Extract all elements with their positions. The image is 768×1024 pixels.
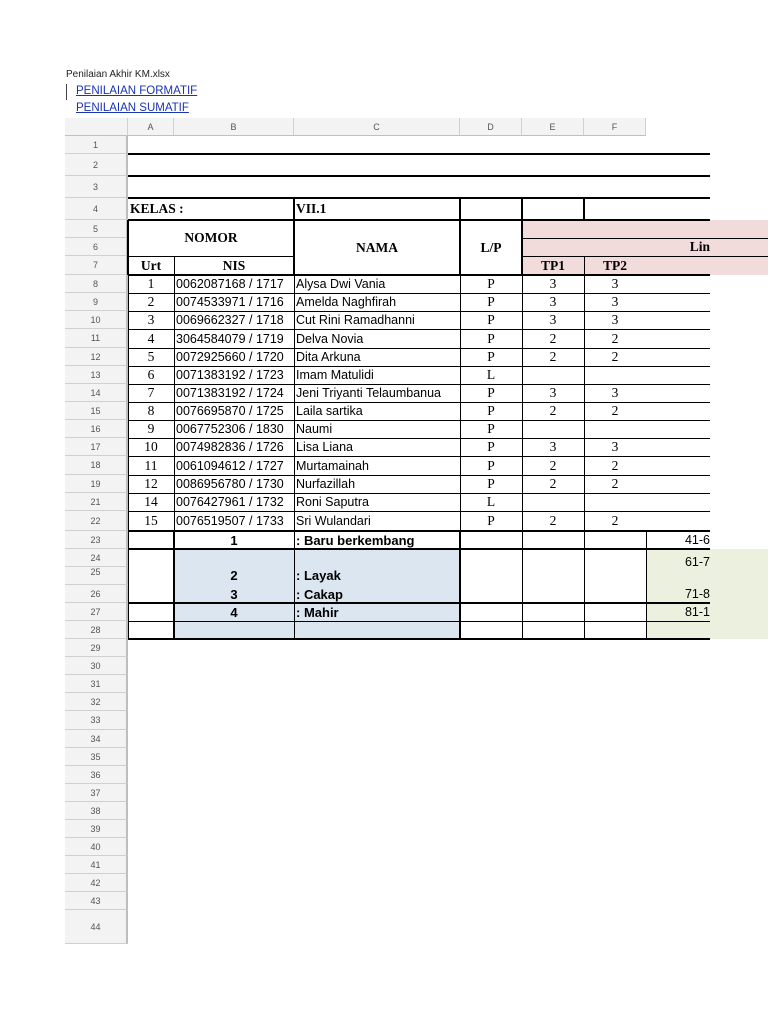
cell-tp1[interactable]: 2 [549,403,557,418]
sheet-links [66,83,197,117]
legend-range[interactable]: 61-7 [684,555,710,569]
cell-urt[interactable]: 5 [147,349,155,364]
cell-lp[interactable]: P [487,330,495,346]
cell-tp1[interactable]: 3 [549,312,557,327]
row-header-38[interactable]: 38 [65,802,128,820]
cell-nama[interactable]: Jeni Triyanti Telaumbanua [296,386,441,400]
cell-nis[interactable]: 0076695870 / 1725 [176,404,284,418]
cell-tp2[interactable]: 2 [611,513,619,528]
row-header-7[interactable]: 7 [65,256,128,275]
cell-nama[interactable]: Laila sartika [296,404,363,418]
spreadsheet-grid[interactable] [65,118,710,950]
cell-lp[interactable]: P [487,294,495,309]
cell-nis[interactable]: 0061094612 / 1727 [176,458,284,473]
row-header-30[interactable]: 30 [65,657,128,675]
cell-tp1[interactable] [522,493,584,511]
cell-tp1[interactable]: 2 [549,513,557,528]
row-header-1[interactable]: 1 [65,136,128,154]
cell-border [521,198,523,220]
cell-lp[interactable]: P [487,513,495,528]
corner-header[interactable] [65,118,128,136]
cell-nama[interactable]: Roni Saputra [296,495,369,509]
cell-tp2[interactable]: 3 [611,385,619,400]
kelas-value[interactable]: VII.1 [296,201,327,216]
cell-urt[interactable]: 15 [144,513,158,528]
cell-tp2[interactable]: 2 [611,330,619,346]
cell-nis[interactable]: 0071383192 / 1723 [176,368,284,382]
cell-border [128,153,710,155]
cell-lp[interactable]: P [487,312,495,327]
cell-nis[interactable]: 0067752306 / 1830 [176,422,284,436]
cell-tp1[interactable] [522,366,584,384]
cell-tp2[interactable]: 3 [611,276,619,291]
column-header-c[interactable]: C [294,118,460,136]
cell-urt[interactable]: 14 [144,494,158,509]
cell-lp[interactable]: P [487,349,495,364]
row-header-31[interactable]: 31 [65,675,128,693]
cell-nama[interactable]: Naumi [296,422,333,436]
row-header-37[interactable]: 37 [65,784,128,802]
header-lp[interactable]: L/P [480,239,502,255]
row-header-33[interactable]: 33 [65,711,128,730]
cell-tp1[interactable] [522,420,584,438]
header-tp1[interactable]: TP1 [540,257,565,273]
cell-lp[interactable]: P [487,385,495,400]
row-header-40[interactable]: 40 [65,838,128,856]
cell-nis[interactable]: 0074533971 / 1716 [176,295,284,309]
file-name: Penilaian Akhir KM.xlsx [66,69,170,80]
legend-label[interactable]: : Cakap [296,586,343,602]
cell-nama[interactable]: Nurfazillah [296,477,356,491]
row-header-23[interactable]: 23 [65,531,128,549]
row-header-10[interactable]: 10 [65,311,128,329]
cell-nama[interactable]: Murtamainah [296,458,369,473]
row-header-12[interactable]: 12 [65,348,128,366]
cell-tp1[interactable]: 3 [549,385,557,400]
column-header-e[interactable]: E [522,118,584,136]
cell-urt[interactable]: 9 [147,421,155,436]
cell-border [128,175,710,177]
cell-tp2[interactable]: 3 [611,439,619,454]
row-header-16[interactable]: 16 [65,420,128,438]
cell-nis[interactable]: 0062087168 / 1717 [176,277,284,291]
header-fill-pink-overflow [710,220,768,275]
legend-fill [174,621,460,639]
row-header-17[interactable]: 17 [65,438,128,456]
legend-range[interactable]: 81-1 [684,605,710,619]
header-nomor[interactable]: NOMOR [184,230,238,245]
row-header-13[interactable]: 13 [65,366,128,384]
row-header-14[interactable]: 14 [65,384,128,402]
row-header-27[interactable]: 27 [65,603,128,621]
row-header-9[interactable]: 9 [65,293,128,311]
header-nis[interactable]: NIS [222,257,246,273]
legend-num[interactable]: 1 [230,532,238,548]
cell-nis[interactable]: 3064584079 / 1719 [176,331,284,346]
row-header-22[interactable]: 22 [65,511,128,531]
row-header-28[interactable]: 28 [65,621,128,639]
cell-nama[interactable]: Lisa Liana [296,440,353,454]
cell-tp2[interactable] [584,420,646,438]
header-urt[interactable]: Urt [140,257,162,273]
header-tp2[interactable]: TP2 [602,257,627,273]
cell-urt[interactable]: 8 [147,403,155,418]
column-header-a[interactable]: A [128,118,174,136]
cell-urt[interactable]: 2 [147,294,155,309]
cell-nama[interactable]: Sri Wulandari [296,514,371,528]
row-header-3[interactable]: 3 [65,176,128,198]
cell-lp[interactable]: P [487,403,495,418]
row-header-6[interactable]: 6 [65,238,128,256]
cell-nis[interactable]: 0076519507 / 1733 [176,514,284,528]
cell-tp2[interactable]: 2 [611,403,619,418]
row-header-8[interactable]: 8 [65,275,128,293]
legend-range[interactable]: 71-8 [684,587,710,601]
cell-nis[interactable]: 0074982836 / 1726 [176,440,284,454]
row-header-21[interactable]: 21 [65,493,128,511]
cell-lp[interactable]: L [486,367,496,382]
cell-tp1[interactable]: 2 [549,476,557,491]
row-header-18[interactable]: 18 [65,456,128,475]
row-header-35[interactable]: 35 [65,748,128,766]
legend-label[interactable]: : Baru berkembang [296,532,415,548]
cell-nama[interactable]: Imam Matulidi [296,368,374,382]
header-group[interactable]: Lin [689,239,710,254]
cell-urt[interactable]: 7 [147,385,155,400]
legend-num[interactable]: 2 [230,568,238,583]
cell-border [128,531,129,639]
cell-lp[interactable]: P [487,476,495,491]
sheet-link-penilaian-formatif[interactable]: PENILAIAN FORMATIF [66,83,197,100]
cell-urt[interactable]: 11 [144,457,158,473]
row-header-4[interactable]: 4 [65,198,128,220]
row-header-2[interactable]: 2 [65,154,128,176]
kelas-label[interactable]: KELAS : [130,201,184,216]
sheet-link-penilaian-sumatif[interactable]: PENILAIAN SUMATIF [76,102,189,114]
cell-urt[interactable]: 4 [147,330,155,346]
cell-urt[interactable]: 3 [147,312,155,327]
row-header-41[interactable]: 41 [65,856,128,874]
row-header-42[interactable]: 42 [65,874,128,892]
cell-nama[interactable]: Alysa Dwi Vania [296,277,386,291]
row-header-24[interactable]: 24 [65,549,128,567]
row-header-39[interactable]: 39 [65,820,128,838]
row-header-36[interactable]: 36 [65,766,128,784]
legend-range[interactable]: 41-6 [684,533,710,547]
row-header-29[interactable]: 29 [65,639,128,657]
cell-nama[interactable]: Amelda Naghfirah [296,295,397,309]
row-header-43[interactable]: 43 [65,892,128,910]
cell-nis[interactable]: 0076427961 / 1732 [176,495,284,509]
cell-lp[interactable]: P [487,276,495,291]
row-header-34[interactable]: 34 [65,730,128,748]
cell-tp2[interactable]: 2 [611,457,619,473]
cell-tp1[interactable]: 3 [549,294,557,309]
header-nama[interactable]: NAMA [356,239,398,255]
cell-tp1[interactable]: 2 [549,457,557,473]
row-header-26[interactable]: 26 [65,585,128,603]
legend-label[interactable]: : Layak [296,568,341,583]
row-header-11[interactable]: 11 [65,329,128,348]
row-header-5[interactable]: 5 [65,220,128,238]
legend-num[interactable]: 4 [230,604,238,620]
row-header-44[interactable]: 44 [65,910,128,944]
cell-lp[interactable]: P [487,457,495,473]
row-header-32[interactable]: 32 [65,693,128,711]
row-header-15[interactable]: 15 [65,402,128,420]
cell-nis[interactable]: 0069662327 / 1718 [176,313,284,327]
cell-nama[interactable]: Cut Rini Ramadhanni [296,313,415,327]
cell-nama[interactable]: Delva Novia [296,331,364,346]
cell-tp2[interactable]: 2 [611,476,619,491]
cell-lp[interactable]: L [486,494,496,509]
cell-lp[interactable]: P [487,439,495,454]
cell-nama[interactable]: Dita Arkuna [296,350,361,364]
cell-tp1[interactable]: 3 [549,276,557,291]
cell-urt[interactable]: 12 [144,476,158,491]
legend-label[interactable]: : Mahir [296,604,339,620]
cell-nis[interactable]: 0086956780 / 1730 [176,477,284,491]
cell-nis[interactable]: 0071383192 / 1724 [176,386,284,400]
cell-nis[interactable]: 0072925660 / 1720 [176,350,284,364]
cell-tp2[interactable] [584,366,646,384]
cell-lp[interactable]: P [487,421,495,436]
row-header-19[interactable]: 19 [65,475,128,493]
column-header-b[interactable]: B [174,118,294,136]
row-header-25[interactable]: 25 [65,567,128,585]
cell-tp2[interactable]: 3 [611,312,619,327]
cell-tp1[interactable]: 2 [549,330,557,346]
column-header-f[interactable]: F [584,118,646,136]
cell-urt[interactable]: 10 [144,439,158,454]
cell-border [522,531,523,639]
cell-border [583,198,585,220]
cell-urt[interactable]: 1 [147,276,155,291]
cell-border [128,638,710,640]
cell-border [128,621,710,622]
cell-tp2[interactable]: 3 [611,294,619,309]
cell-tp1[interactable]: 3 [549,439,557,454]
cell-tp1[interactable]: 2 [549,349,557,364]
cell-tp2[interactable] [584,493,646,511]
cell-tp2[interactable]: 2 [611,349,619,364]
cell-urt[interactable]: 6 [147,367,155,382]
column-header-d[interactable]: D [460,118,522,136]
legend-num[interactable]: 3 [230,586,238,602]
